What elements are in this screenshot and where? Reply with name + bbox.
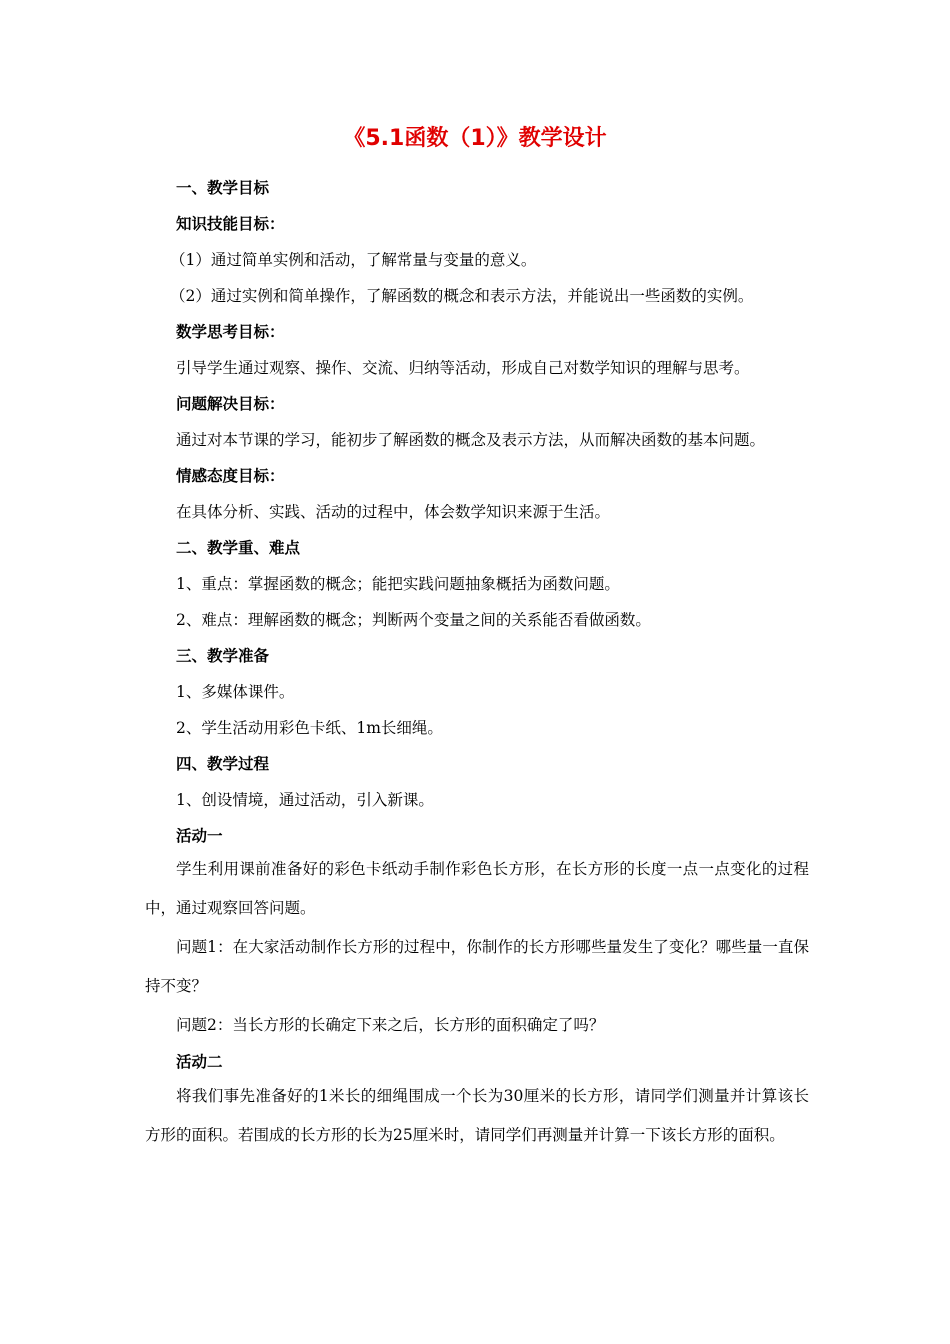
subheading-math-thinking: 数学思考目标： bbox=[176, 323, 285, 341]
section-heading-key-points: 二、教学重、难点 bbox=[176, 539, 301, 557]
knowledge-item-2: （2）通过实例和简单操作，了解函数的概念和表示方法，并能说出一些函数的实例。 bbox=[170, 287, 754, 305]
key-point-item-2: 2、难点：理解函数的概念；判断两个变量之间的关系能否看做函数。 bbox=[176, 611, 651, 629]
section-heading-process: 四、教学过程 bbox=[176, 755, 270, 773]
preparation-item-2: 2、学生活动用彩色卡纸、1m长细绳。 bbox=[176, 719, 443, 737]
question-2-paragraph: 问题2：当长方形的长确定下来之后，长方形的面积确定了吗？ bbox=[176, 1016, 605, 1034]
activity-1-paragraph: 学生利用课前准备好的彩色卡纸动手制作彩色长方形，在长方形的长度一点一点变化的过程中，通过观察回答问题。 bbox=[145, 860, 809, 917]
section-heading-preparation: 三、教学准备 bbox=[176, 647, 270, 665]
subheading-problem-solving: 问题解决目标： bbox=[176, 395, 285, 413]
knowledge-item-1: （1）通过简单实例和活动，了解常量与变量的意义。 bbox=[170, 251, 537, 269]
question-1-paragraph: 问题1：在大家活动制作长方形的过程中，你制作的长方形哪些量发生了变化？哪些量一直保持不变？ bbox=[145, 938, 809, 995]
problem-solving-text: 通过对本节课的学习，能初步了解函数的概念及表示方法，从而解决函数的基本问题。 bbox=[176, 431, 766, 449]
activity-2-paragraph: 将我们事先准备好的1米长的细绳围成一个长为30厘米的长方形，请同学们测量并计算该长方形的面积。若围成的长方形的长为25厘米时，请同学们再测量并计算一下该长方形的面积。 bbox=[145, 1087, 809, 1144]
key-point-item-1: 1、重点：掌握函数的概念；能把实践问题抽象概括为函数问题。 bbox=[176, 575, 620, 593]
emotion-attitude-text: 在具体分析、实践、活动的过程中，体会数学知识来源于生活。 bbox=[176, 503, 611, 521]
section-heading-objectives: 一、教学目标 bbox=[176, 179, 270, 197]
activity-2-heading: 活动二 bbox=[176, 1053, 223, 1071]
subheading-emotion-attitude: 情感态度目标： bbox=[176, 467, 285, 485]
subheading-knowledge-skills: 知识技能目标： bbox=[176, 215, 285, 233]
document-title: 《5.1函数（1）》教学设计 bbox=[343, 126, 607, 151]
math-thinking-text: 引导学生通过观察、操作、交流、归纳等活动，形成自己对数学知识的理解与思考。 bbox=[176, 359, 750, 377]
activity-1-heading: 活动一 bbox=[176, 827, 223, 845]
process-item-1: 1、创设情境，通过活动，引入新课。 bbox=[176, 791, 434, 809]
preparation-item-1: 1、多媒体课件。 bbox=[176, 683, 295, 701]
